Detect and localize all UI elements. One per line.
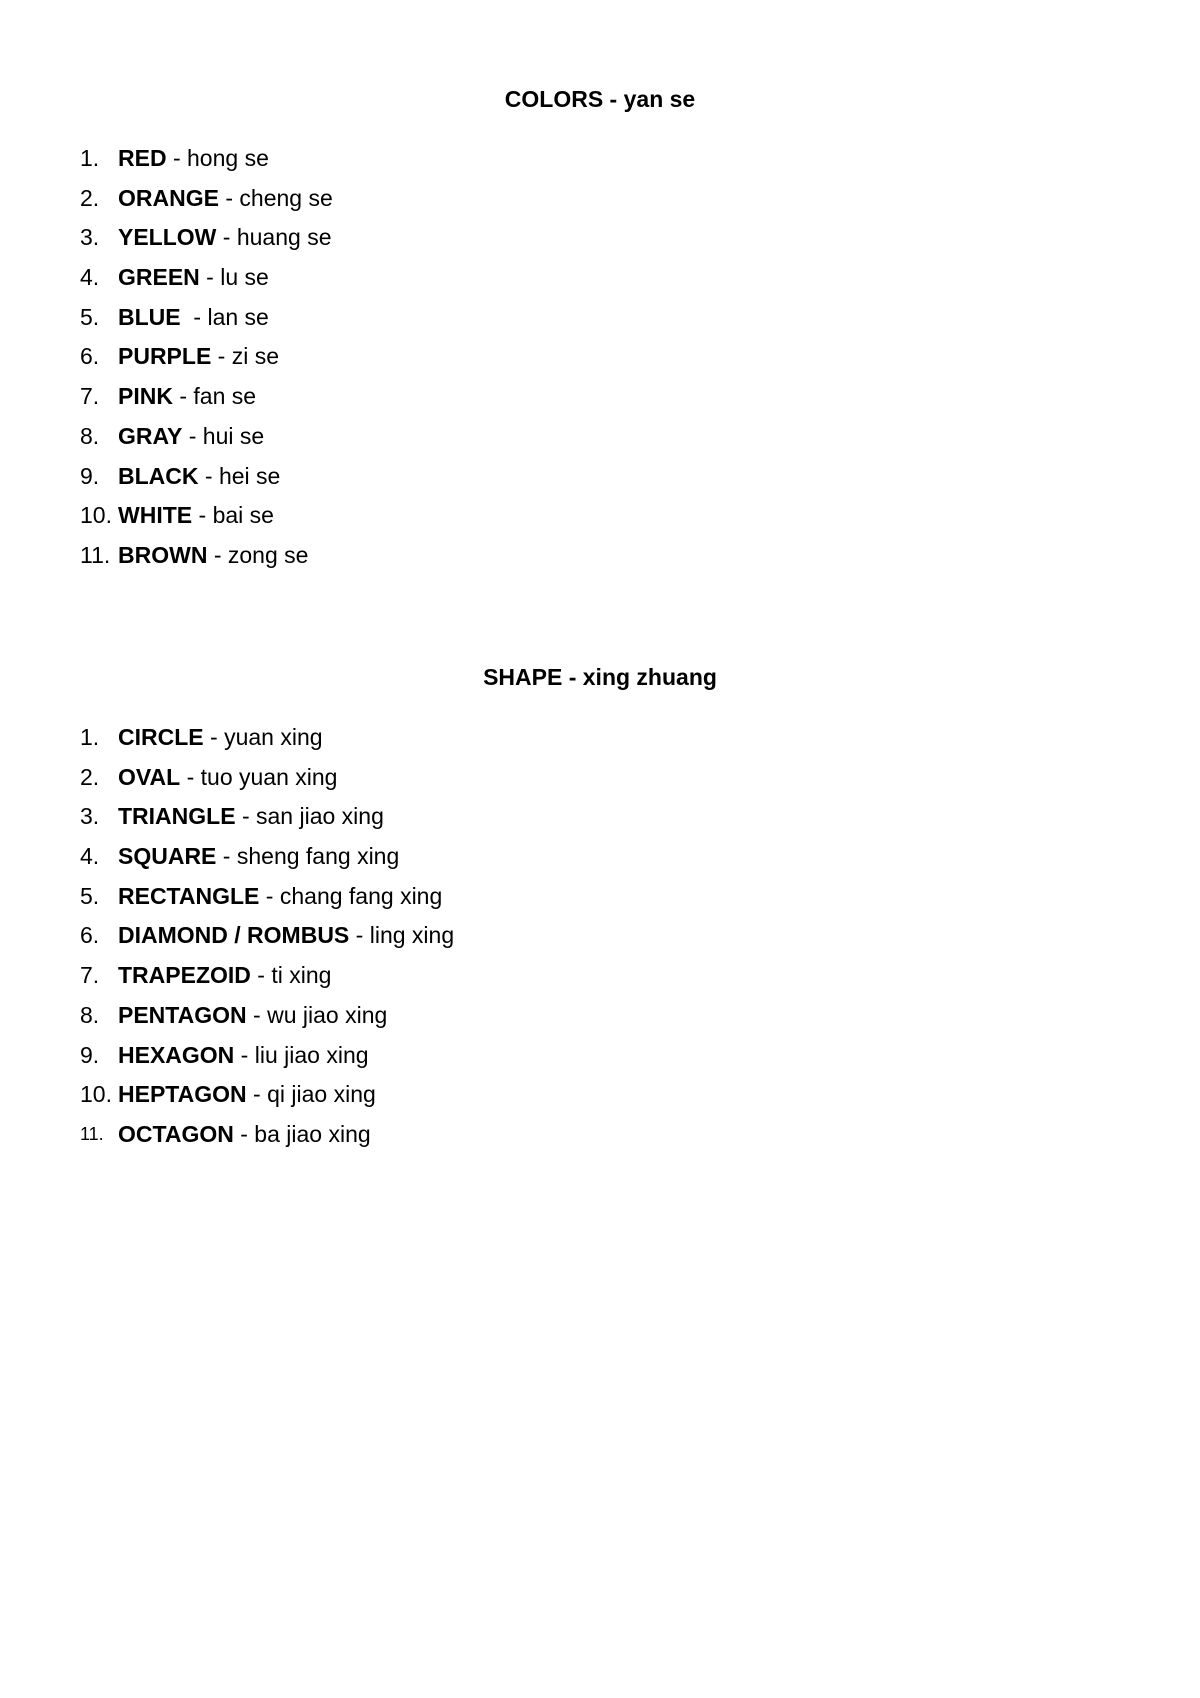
- item-term: HEXAGON: [118, 1041, 235, 1068]
- item-meaning: zi se: [231, 343, 280, 370]
- item-separator: -: [166, 145, 188, 171]
- item-meaning: wu jiao xing: [267, 1001, 388, 1028]
- item-separator: -: [233, 1120, 255, 1147]
- item-separator: -: [180, 763, 201, 790]
- item-separator: -: [172, 383, 194, 410]
- item-separator: -: [203, 724, 225, 750]
- item-term: OVAL: [118, 763, 181, 790]
- item-meaning: bai se: [212, 502, 274, 529]
- item-separator: -: [250, 962, 272, 989]
- item-meaning: sheng fang xing: [236, 843, 400, 870]
- item-term: YELLOW: [118, 224, 217, 251]
- item-term: SQUARE: [118, 843, 217, 870]
- item-number: 9.: [80, 1041, 100, 1068]
- item-number: 1.: [80, 145, 100, 171]
- item-term: BLACK: [118, 462, 199, 489]
- item-term: DIAMOND / ROMBUS: [118, 922, 350, 949]
- item-separator: -: [216, 224, 237, 251]
- item-number: 10.: [80, 502, 112, 529]
- item-term: PINK: [118, 383, 173, 410]
- item-meaning: hong se: [187, 145, 269, 171]
- item-separator: -: [234, 1041, 255, 1068]
- item-number: 1.: [80, 724, 100, 750]
- item-term: ORANGE: [118, 184, 219, 211]
- item-separator: -: [192, 502, 213, 529]
- item-term: RED: [118, 145, 167, 171]
- item-term: GRAY: [118, 422, 183, 449]
- item-number: 2.: [80, 763, 100, 790]
- item-meaning: ti xing: [271, 962, 332, 989]
- item-separator: -: [199, 264, 221, 291]
- item-number: 5.: [80, 303, 100, 330]
- item-number: 5.: [80, 882, 100, 909]
- item-meaning: yuan xing: [224, 724, 323, 750]
- item-separator: -: [235, 803, 257, 830]
- item-separator: -: [182, 422, 203, 449]
- item-meaning: hei se: [218, 462, 281, 489]
- item-number: 8.: [80, 422, 100, 449]
- item-term: PURPLE: [118, 343, 212, 370]
- item-number: 7.: [80, 962, 100, 989]
- item-term: TRIANGLE: [118, 803, 236, 830]
- item-number: 6.: [80, 343, 100, 370]
- item-separator: -: [211, 343, 232, 370]
- item-number: 3.: [80, 224, 100, 251]
- item-separator: -: [259, 882, 280, 909]
- item-separator: -: [207, 541, 228, 568]
- item-term: BROWN: [118, 541, 208, 568]
- item-number: 11.: [80, 1123, 104, 1144]
- item-meaning: fan se: [193, 383, 257, 410]
- item-number: 7.: [80, 383, 100, 410]
- item-meaning: san jiao xing: [256, 803, 384, 830]
- item-meaning: lan se: [207, 303, 269, 330]
- item-number: 11.: [80, 541, 111, 568]
- item-number: 8.: [80, 1001, 100, 1028]
- item-number: 6.: [80, 922, 100, 949]
- item-term: GREEN: [118, 264, 200, 291]
- item-separator: -: [349, 922, 370, 949]
- item-number: 3.: [80, 803, 100, 830]
- item-meaning: chang fang xing: [279, 882, 443, 909]
- item-term: CIRCLE: [118, 724, 204, 750]
- item-term: PENTAGON: [118, 1001, 247, 1028]
- item-number: 10.: [80, 1081, 112, 1108]
- item-meaning: huang se: [236, 224, 332, 251]
- item-number: 2.: [80, 184, 100, 211]
- item-meaning: tuo yuan xing: [200, 763, 338, 790]
- item-separator: -: [246, 1001, 268, 1028]
- shapes-heading: SHAPE - xing zhuang: [483, 664, 717, 690]
- item-term: RECTANGLE: [118, 882, 260, 909]
- item-separator: -: [246, 1081, 268, 1108]
- item-separator: -: [198, 462, 219, 489]
- item-term: OCTAGON: [118, 1120, 234, 1147]
- item-term: HEPTAGON: [118, 1081, 247, 1108]
- item-meaning: zong se: [227, 541, 309, 568]
- item-separator: -: [218, 184, 240, 211]
- item-meaning: ling xing: [369, 922, 455, 949]
- item-term: WHITE: [118, 502, 193, 529]
- item-term: BLUE: [118, 303, 181, 330]
- item-meaning: ba jiao xing: [254, 1120, 371, 1147]
- item-separator: -: [180, 303, 208, 330]
- item-number: 4.: [80, 264, 100, 291]
- item-separator: -: [216, 843, 237, 870]
- colors-heading: COLORS - yan se: [504, 86, 696, 112]
- item-number: 4.: [80, 843, 100, 870]
- item-term: TRAPEZOID: [118, 962, 251, 989]
- item-meaning: liu jiao xing: [254, 1041, 369, 1068]
- item-meaning: lu se: [220, 264, 269, 291]
- item-meaning: hui se: [202, 422, 265, 449]
- item-meaning: qi jiao xing: [267, 1081, 376, 1108]
- item-meaning: cheng se: [239, 184, 333, 211]
- item-number: 9.: [80, 462, 100, 489]
